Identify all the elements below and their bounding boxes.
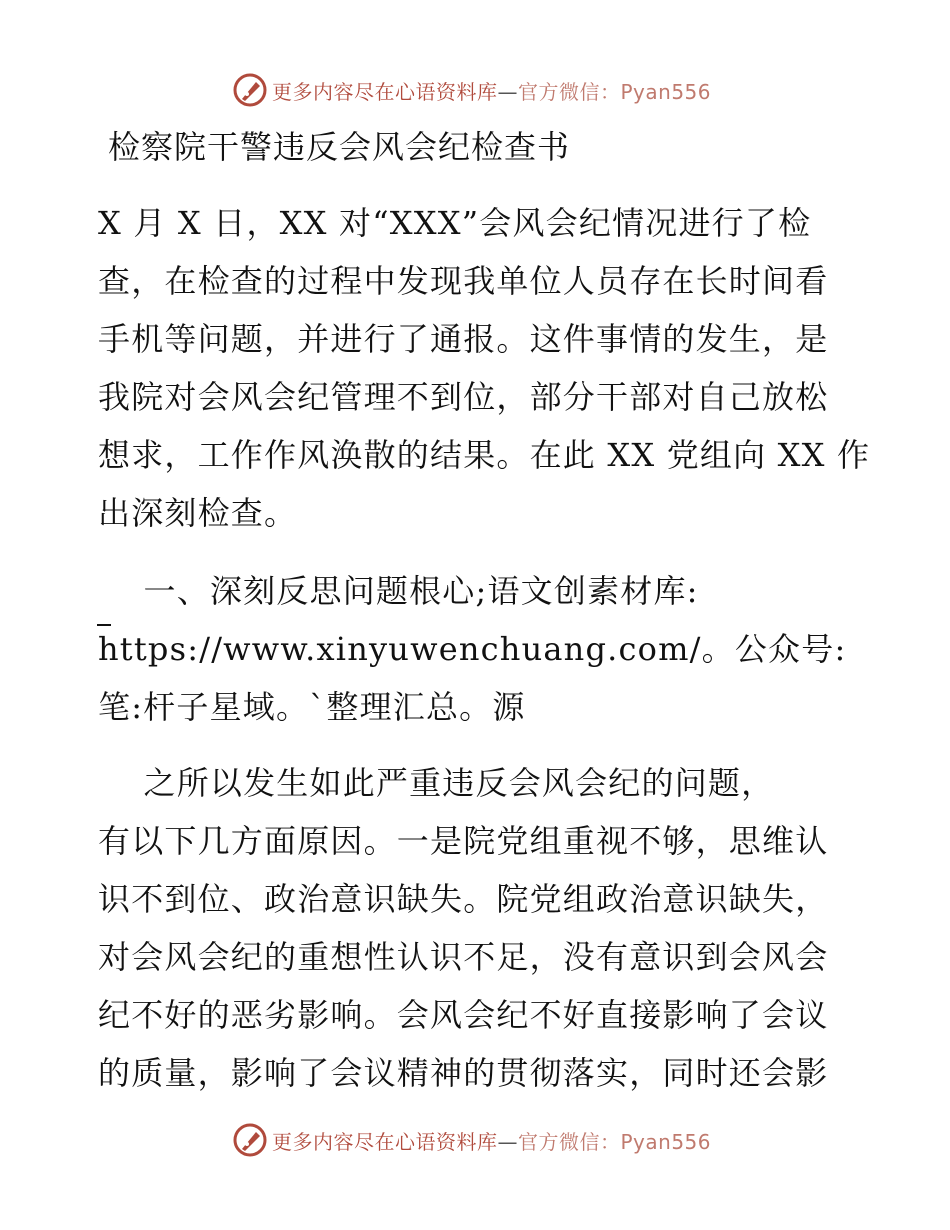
body-line: 想求，工作作风涣散的结果。在此 XX 党组向 XX 作 <box>98 436 871 474</box>
body-line: 有以下几方面原因。一是院党组重视不够，思维认 <box>98 822 829 860</box>
body-line: 纪不好的恶劣影响。会风会纪不好直接影响了会议 <box>98 996 829 1034</box>
body-line: 出深刻检查。 <box>98 494 298 532</box>
body-line: 对会风会纪的重想性认识不足，没有意识到会风会 <box>98 938 829 976</box>
document-title: 检察院干警违反会风会纪检查书 <box>108 128 571 166</box>
body-line: 查，在检查的过程中发现我单位人员存在长时间看 <box>98 262 829 300</box>
banner-content <box>232 1120 711 1160</box>
body-line: 识不到位、政治意识缺失。院党组政治意识缺失， <box>98 880 829 918</box>
banner-separator: — <box>497 79 518 104</box>
banner-text <box>272 1126 711 1155</box>
pen-nib-icon <box>232 1122 268 1158</box>
banner-main-text: 更多内容尽在心语资料库 <box>272 1129 498 1154</box>
body-line: 笔:杆子星域。`整理汇总。源 <box>98 688 526 726</box>
paragraph-start: 之所以发生如此严重违反会风会纪的问题， <box>98 764 775 802</box>
wechat-id: Pyan556 <box>620 79 712 104</box>
body-line: 手机等问题，并进行了通报。这件事情的发生，是 <box>98 320 829 358</box>
body-line: 我院对会风会纪管理不到位，部分干部对自己放松 <box>98 378 829 416</box>
banner-text <box>272 76 711 105</box>
wechat-label: 官方微信： <box>518 79 621 104</box>
banner-content <box>232 70 711 110</box>
wechat-label: 官方微信： <box>518 1129 621 1154</box>
header-banner <box>0 70 950 110</box>
body-line: 的质量，影响了会议精神的贯彻落实，同时还会影 <box>98 1054 829 1092</box>
footer-banner <box>0 1120 950 1160</box>
wechat-id: Pyan556 <box>620 1129 712 1154</box>
banner-main-text: 更多内容尽在心语资料库 <box>272 79 498 104</box>
url-line: https://www.xinyuwenchuang.com/。公众号: <box>98 630 847 668</box>
body-line: X 月 X 日，XX 对“XXX”会风会纪情况进行了检 <box>98 204 812 242</box>
pen-nib-icon <box>232 72 268 108</box>
banner-separator: — <box>497 1129 518 1154</box>
section-heading: 一、深刻反思问题根心;语文创素材库: <box>98 572 699 610</box>
